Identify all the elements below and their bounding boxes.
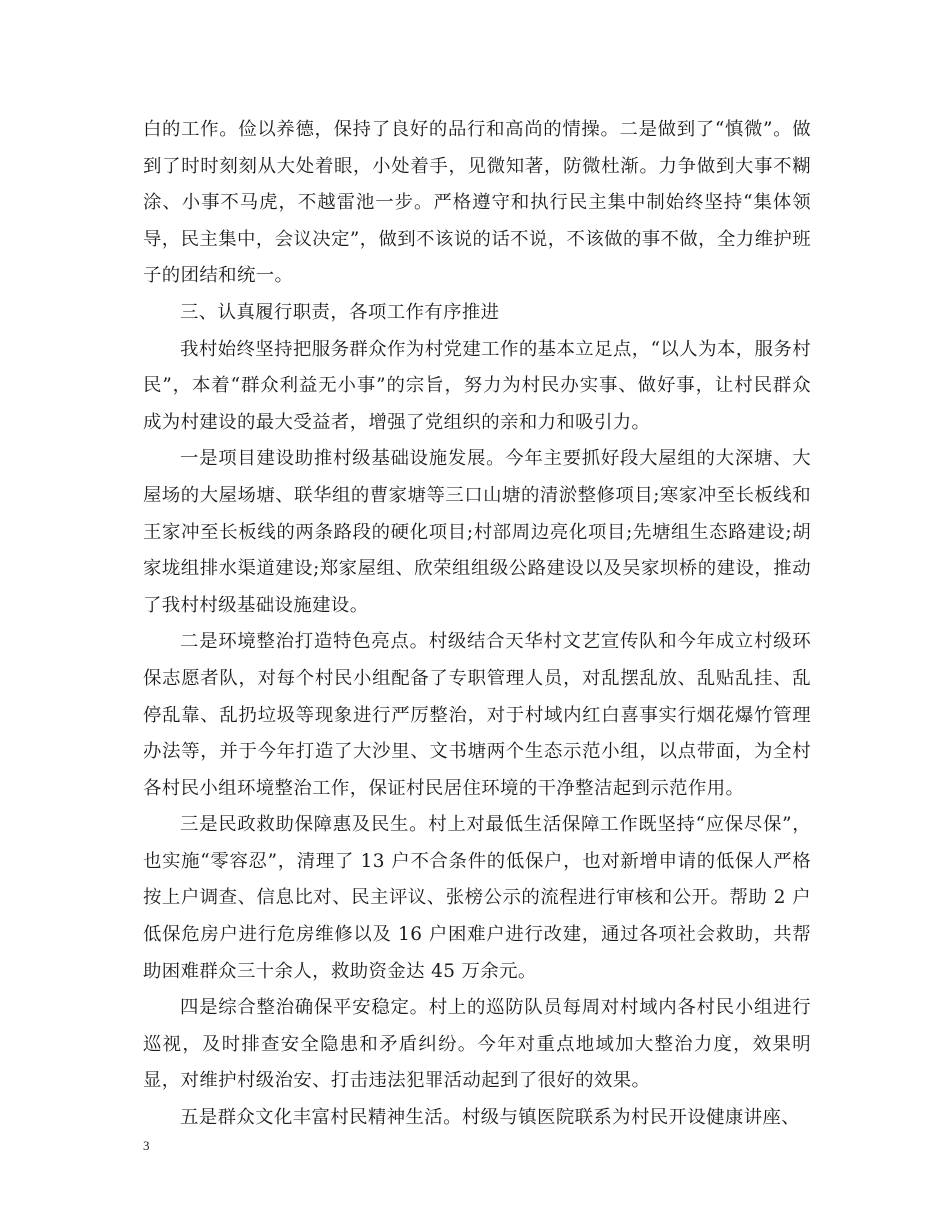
section-heading: 三、认真履行职责，各项工作有序推进 [180, 301, 500, 323]
paragraph-intro: 我村始终坚持把服务群众作为村党建工作的基本立足点，“以人为本，服务村民”，本着“群众利益无小事”的宗旨，努力为村民办实事、做好事，让村民群众成为村建设的最大受益者，增强了党组织的亲和力和吸引力。 [143, 338, 811, 433]
page-number: 3 [143, 1138, 150, 1153]
document-body [143, 112, 811, 1137]
paragraph-continuation: 白的工作。俭以养德，保持了良好的品行和高尚的情操。二是做到了“慎微”。做到了时时刻刻从大处着眼，小处着手，见微知著，防微杜渐。力争做到大事不糊涂、小事不马虎，不越雷池一步。严格遵守和执行民主集中制始终坚持“集体领导，民主集中，会议决定”，做到不该说的话不说，不该做的事不做，全力维护班子的团结和统一。 [143, 119, 811, 287]
paragraph-item-4: 四是综合整治确保平安稳定。村上的巡防队员每周对村域内各村民小组进行巡视，及时排查安全隐患和矛盾纠纷。今年对重点地域加大整治力度，效果明显，对维护村级治安、打击违法犯罪活动起到了很好的效果。 [143, 997, 811, 1092]
paragraph-item-1: 一是项目建设助推村级基础设施发展。今年主要抓好段大屋组的大深塘、大屋场的大屋场塘、联华组的曹家塘等三口山塘的清淤整修项目;寒家冲至长板线和王家冲至长板线的两条路段的硬化项目;村部周边亮化项目;先塘组生态路建设;胡家垅组排水渠道建设;郑家屋组、欣荣组组级公路建设以及吴家坝桥的建设，推动了我村村级基础设施建设。 [143, 448, 811, 616]
paragraph-item-5: 五是群众文化丰富村民精神生活。村级与镇医院联系为村民开设健康讲座、 [180, 1107, 801, 1129]
paragraph-item-3: 三是民政救助保障惠及民生。村上对最低生活保障工作既坚持“应保尽保”，也实施“零容忍”，清理了 13 户不合条件的低保户，也对新增申请的低保人严格按上户调查、信息比对、民主评议、张榜公示的流程进行审核和公开。帮助 2 户低保危房户进行危房维修以及 16 户困难户进行改建，通过各项社会救助，共帮助困难群众三十余人，救助资金达 45 万余元。 [143, 814, 811, 982]
paragraph-item-2: 二是环境整治打造特色亮点。村级结合天华村文艺宣传队和今年成立村级环保志愿者队，对每个村民小组配备了专职管理人员，对乱摆乱放、乱贴乱挂、乱停乱靠、乱扔垃圾等现象进行严厉整治，对于村域内红白喜事实行烟花爆竹管理办法等，并于今年打造了大沙里、文书塘两个生态示范小组，以点带面，为全村各村民小组环境整治工作，保证村民居住环境的干净整洁起到示范作用。 [143, 631, 811, 799]
